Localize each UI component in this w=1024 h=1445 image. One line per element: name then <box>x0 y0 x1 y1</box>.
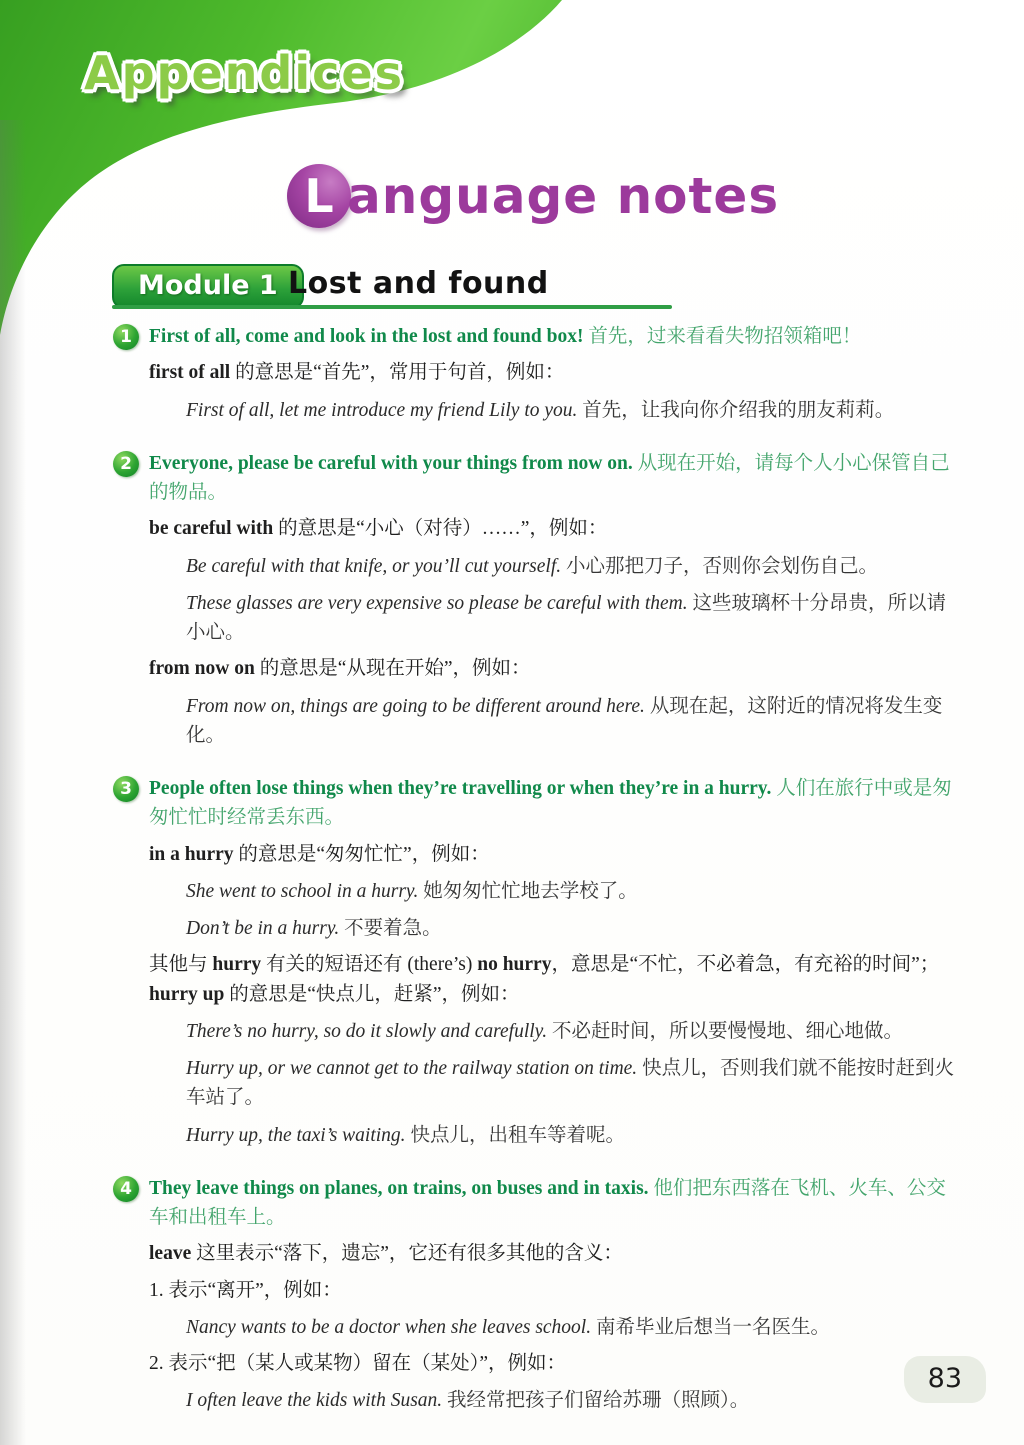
example-sentence <box>186 1054 961 1113</box>
module-header <box>112 265 672 309</box>
note-item <box>113 449 961 750</box>
page-number-badge <box>904 1356 986 1403</box>
note-heading <box>149 774 961 833</box>
note-heading <box>149 322 961 351</box>
example-english: Hurry up, the taxi’s waiting. <box>186 1124 411 1146</box>
note-item <box>113 322 961 425</box>
example-chinese: 快点儿，出租车等着呢。 <box>410 1124 625 1146</box>
note-body-line <box>149 1276 961 1305</box>
example-english: Don’t be in a hurry. <box>186 918 345 939</box>
example-english: There’s no hurry, so do it slowly and carefully. <box>186 1020 552 1042</box>
module-title: Lost and found <box>288 266 549 301</box>
note-heading-zh: 首先，过来看看失物招领箱吧！ <box>588 326 862 347</box>
text-segment: leave <box>149 1243 192 1265</box>
text-segment: be careful with <box>149 518 274 540</box>
example-sentence <box>186 396 961 425</box>
example-english: I often leave the kids with Susan. <box>186 1390 448 1412</box>
example-sentence <box>186 1017 961 1046</box>
note-item <box>113 774 961 1150</box>
text-segment: 1. 表示“离开”，例如： <box>149 1279 342 1301</box>
example-sentence <box>186 877 961 906</box>
note-number-badge: 3 <box>113 776 139 802</box>
example-english: Be careful with that knife, or you’ll cut yourself. <box>186 555 566 577</box>
note-body-line <box>149 1239 961 1268</box>
example-sentence <box>186 1313 961 1342</box>
note-body-line <box>149 514 961 543</box>
note-content <box>149 774 961 1150</box>
note-heading-zh: 人们在旅行中或是匆匆忙忙时经常丢东西。 <box>149 778 952 829</box>
example-chinese: 这些玻璃杯十分昂贵，所以请小心。 <box>186 592 947 643</box>
note-heading-en: They leave things on planes, on trains, on buses and in taxis. <box>149 1177 654 1199</box>
text-segment: hurry up <box>149 983 225 1005</box>
text-segment: 其他与 <box>149 954 213 976</box>
note-number-badge: 1 <box>113 324 139 350</box>
example-english: Nancy wants to be a doctor when she leaves school. <box>186 1316 596 1338</box>
page-number: 83 <box>927 1363 962 1394</box>
text-segment: from now on <box>149 658 255 680</box>
appendices-banner: Appendices <box>84 46 404 100</box>
example-english: From now on, things are going to be different around here. <box>186 695 650 717</box>
text-segment: 的意思是“快点儿，赶紧”，例如： <box>224 983 520 1005</box>
example-chinese: 她匆匆忙忙地去学校了。 <box>423 880 638 902</box>
notes-list <box>113 322 961 1440</box>
note-heading-zh: 从现在开始，请每个人小心保管自己的物品。 <box>149 452 950 503</box>
note-number-badge: 2 <box>113 451 139 477</box>
note-body-line <box>149 654 961 683</box>
text-segment: 2. 表示“把（某人或某物）留在（某处）”，例如： <box>149 1353 567 1374</box>
text-segment: 这里表示“落下，遗忘”，它还有很多其他的含义： <box>191 1243 623 1265</box>
example-sentence <box>186 1121 961 1150</box>
note-heading-en: People often lose things when they’re travelling or when they’re in a hurry. <box>149 778 777 799</box>
example-english: These glasses are very expensive so please be careful with them. <box>186 592 693 614</box>
note-content <box>149 449 961 750</box>
example-chinese: 我经常把孩子们留给苏珊（照顾）。 <box>447 1390 750 1412</box>
text-segment: first of all <box>149 362 231 384</box>
note-heading-zh: 他们把东西落在飞机、火车、公交车和出租车上。 <box>149 1177 946 1228</box>
example-chinese: 不必赶时间，所以要慢慢地、细心地做。 <box>552 1020 904 1042</box>
note-item <box>113 1174 961 1416</box>
note-heading <box>149 1174 961 1233</box>
text-segment: 的意思是“小心（对待）……”，例如： <box>273 518 608 540</box>
page-header <box>0 0 1024 252</box>
example-sentence <box>186 589 961 648</box>
note-content <box>149 1174 961 1416</box>
text-segment: 的意思是“从现在开始”，例如： <box>254 658 531 680</box>
example-sentence <box>186 552 961 581</box>
example-chinese: 首先，让我向你介绍我的朋友莉莉。 <box>582 399 895 421</box>
note-heading <box>149 449 961 508</box>
text-segment: in a hurry <box>149 843 234 865</box>
text-segment: 的意思是“匆匆忙忙”，例如： <box>233 843 490 865</box>
text-segment: 有关的短语还有 (there’s) <box>261 954 478 976</box>
example-english: First of all, let me introduce my friend Lily to you. <box>186 399 583 421</box>
note-body-line <box>149 1349 961 1378</box>
example-sentence <box>186 1386 961 1415</box>
note-heading-en: First of all, come and look in the lost and found box! <box>149 326 589 347</box>
note-body-line <box>149 358 961 387</box>
example-chinese: 从现在起，这附近的情况将发生变化。 <box>186 695 943 746</box>
example-chinese: 快点儿，否则我们就不能按时赶到火车站了。 <box>186 1058 955 1109</box>
example-chinese: 小心那把刀子，否则你会划伤自己。 <box>566 555 879 577</box>
text-segment: ，意思是“不忙，不必着急，有充裕的时间”； <box>551 954 940 976</box>
text-segment: no hurry <box>477 954 552 976</box>
example-sentence <box>186 914 961 943</box>
note-content <box>149 322 961 425</box>
text-segment: hurry <box>212 954 262 976</box>
note-body-line <box>149 840 961 869</box>
language-notes-title <box>287 156 779 236</box>
title-initial-letter: L <box>304 169 334 223</box>
title-rest-text: anguage notes <box>347 167 780 225</box>
example-chinese: 南希毕业后想当一名医生。 <box>595 1316 830 1338</box>
text-segment: 的意思是“首先”，常用于句首，例如： <box>230 362 565 384</box>
note-body-line <box>149 950 961 1009</box>
example-english: She went to school in a hurry. <box>186 880 424 902</box>
example-sentence <box>186 692 961 751</box>
note-number-badge: 4 <box>113 1176 139 1202</box>
note-heading-en: Everyone, please be careful with your things from now on. <box>149 452 638 474</box>
example-english: Hurry up, or we cannot get to the railway station on time. <box>186 1058 643 1079</box>
example-chinese: 不要着急。 <box>344 918 442 939</box>
module-badge: Module 1 <box>112 264 304 309</box>
title-initial-circle <box>287 164 351 228</box>
